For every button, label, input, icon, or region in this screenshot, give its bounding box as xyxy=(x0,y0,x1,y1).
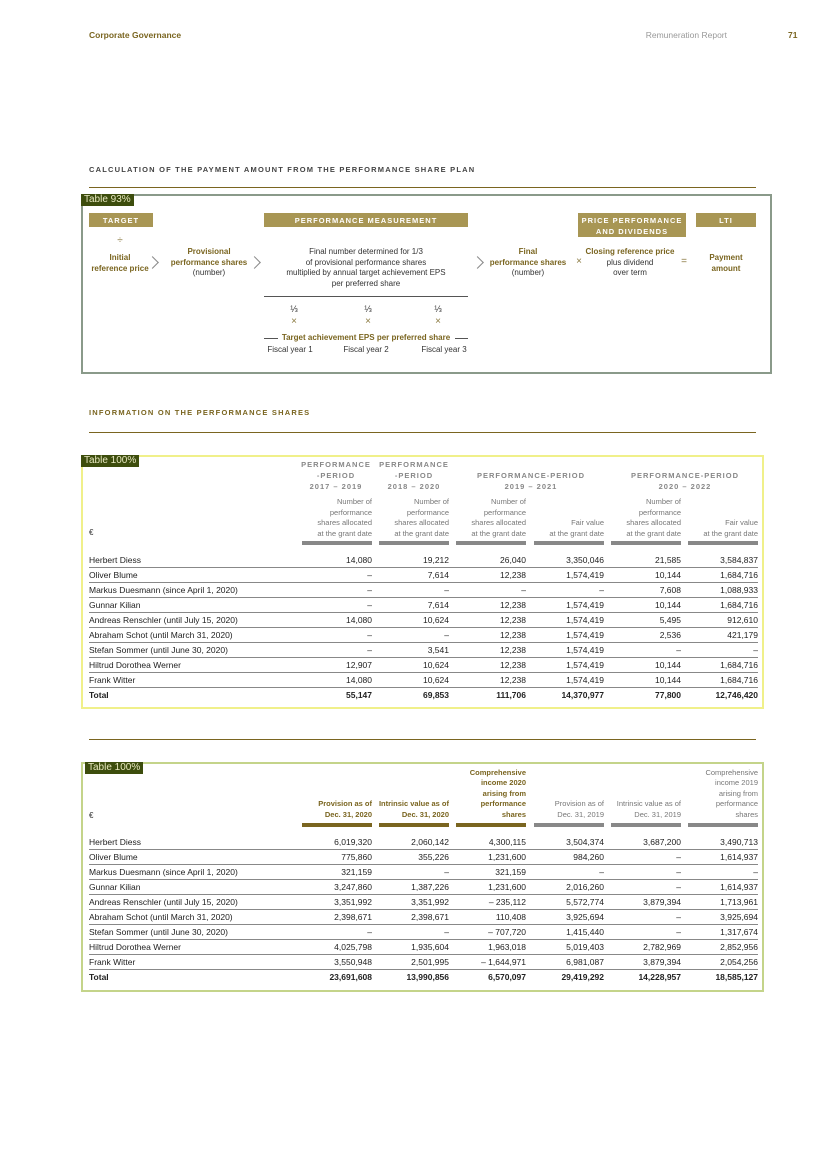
final-det-line3: multiplied by annual target achievement EPS xyxy=(286,268,446,277)
group-2019-2021 xyxy=(466,470,596,492)
table-cell: – xyxy=(444,630,449,640)
column-header-bar xyxy=(456,541,526,545)
column-header-line: shares allocated xyxy=(317,518,372,527)
row-name: Markus Duesmann (since April 1, 2020) xyxy=(89,867,238,877)
initial-reference-price xyxy=(85,253,155,274)
table1-tag: Table 100% xyxy=(81,455,139,467)
column-header-line: Number of xyxy=(645,497,681,506)
table-cell: 77,800 xyxy=(655,690,681,700)
column-header xyxy=(452,768,526,821)
currency-label: € xyxy=(89,528,94,537)
table-cell: 984,260 xyxy=(573,852,604,862)
table-cell: 1,684,716 xyxy=(720,600,758,610)
table-cell: 1,574,419 xyxy=(566,630,604,640)
times-symbol: × xyxy=(365,316,371,327)
table-cell: 3,925,694 xyxy=(566,912,604,922)
table-cell: – xyxy=(676,852,681,862)
row-name: Abraham Schot (until March 31, 2020) xyxy=(89,912,233,922)
currency-label: € xyxy=(89,811,94,820)
table-cell: – 1,644,971 xyxy=(481,957,526,967)
table-cell: 3,247,860 xyxy=(334,882,372,892)
row-name: Gunnar Kilian xyxy=(89,600,141,610)
table-cell: 321,159 xyxy=(495,867,526,877)
table-cell: 1,614,937 xyxy=(720,882,758,892)
column-header-line: arising from xyxy=(718,788,758,798)
initial-line1: Initial xyxy=(109,253,131,262)
provisional-line3: (number) xyxy=(192,268,226,277)
column-header xyxy=(607,497,681,539)
table-cell: 3,350,046 xyxy=(566,555,604,565)
table-cell: 1,935,604 xyxy=(411,942,449,952)
column-header-bar xyxy=(534,823,604,827)
diagram-title: CALCULATION OF THE PAYMENT AMOUNT FROM THE PERFORMANCE SHARE PLAN xyxy=(89,165,476,174)
table-row xyxy=(89,865,758,880)
group-line2: 2019 – 2021 xyxy=(504,482,558,491)
table-cell: 1,574,419 xyxy=(566,645,604,655)
column-header xyxy=(375,799,449,820)
table-cell: 1,231,600 xyxy=(488,852,526,862)
label-price-line1: PRICE PERFORMANCE xyxy=(581,216,683,225)
table-cell: 111,706 xyxy=(496,690,526,700)
table-row xyxy=(89,850,758,865)
table-cell: 1,088,933 xyxy=(720,585,758,595)
group-line3: 2018 – 2020 xyxy=(387,482,441,491)
row-name: Oliver Blume xyxy=(89,570,138,580)
table-total-row xyxy=(89,688,758,703)
column-header-bar xyxy=(379,541,449,545)
column-header-line: Intrinsic value as of xyxy=(616,799,681,808)
label-performance-measurement: PERFORMANCE MEASUREMENT xyxy=(264,213,468,227)
column-header-line: Provision as of xyxy=(554,799,604,808)
column-header-line: arising from xyxy=(482,788,526,798)
table-cell: 1,415,440 xyxy=(566,927,604,937)
third-1: ⅓ xyxy=(290,304,298,314)
table1-title: INFORMATION ON THE PERFORMANCE SHARES xyxy=(89,408,311,417)
table2-tag: Table 100% xyxy=(85,762,143,774)
payment-amount xyxy=(696,253,756,274)
table-cell: 1,684,716 xyxy=(720,570,758,580)
column-header-bar xyxy=(611,823,681,827)
column-header-line: Number of xyxy=(336,497,372,506)
table-cell: 14,080 xyxy=(346,675,372,685)
table-cell: 2,782,969 xyxy=(643,942,681,952)
table-cell: – 235,112 xyxy=(488,897,526,907)
table-cell: – xyxy=(367,927,372,937)
column-header-bar xyxy=(379,823,449,827)
label-price-performance xyxy=(578,213,686,237)
table-cell: – xyxy=(676,927,681,937)
table-cell: 4,025,798 xyxy=(334,942,372,952)
group-line1: PERFORMANCE-PERIOD xyxy=(630,471,739,480)
table-row xyxy=(89,673,758,688)
table-cell: 1,684,716 xyxy=(720,660,758,670)
column-header-bar xyxy=(456,823,526,827)
table-cell: 1,574,419 xyxy=(566,600,604,610)
group-line3: 2017 – 2019 xyxy=(309,482,363,491)
column-header-line: Intrinsic value as of xyxy=(378,799,449,808)
table-row xyxy=(89,628,758,643)
column-header-line: performance xyxy=(715,799,758,808)
final-shares xyxy=(488,247,568,279)
column-header-line: Number of xyxy=(490,497,526,506)
table-cell: 13,990,856 xyxy=(406,972,449,982)
column-header-line: Dec. 31, 2020 xyxy=(324,809,372,819)
table-cell: 775,860 xyxy=(341,852,372,862)
table-cell: – xyxy=(444,867,449,877)
table-cell: 1,231,600 xyxy=(488,882,526,892)
table-row xyxy=(89,613,758,628)
table-cell: – 707,720 xyxy=(488,927,526,937)
row-name: Total xyxy=(89,690,109,700)
table-cell: – xyxy=(753,867,758,877)
table-cell: – xyxy=(367,585,372,595)
table-row xyxy=(89,553,758,568)
group-line1: PERFORMANCE xyxy=(379,460,449,469)
column-header-line: at the grant date xyxy=(703,528,758,538)
column-header-line: performance xyxy=(329,507,372,517)
group-line2: -PERIOD xyxy=(316,471,356,480)
group-line1: PERFORMANCE-PERIOD xyxy=(476,471,585,480)
table-cell: 2,060,142 xyxy=(411,837,449,847)
column-header-line: shares allocated xyxy=(626,518,681,527)
row-name: Andreas Renschler (until July 15, 2020) xyxy=(89,615,238,625)
column-header-line: shares xyxy=(735,809,758,819)
label-target: TARGET xyxy=(89,213,153,227)
table-cell: 7,614 xyxy=(427,600,449,610)
table-row xyxy=(89,910,758,925)
column-header xyxy=(607,799,681,820)
column-header xyxy=(530,799,604,820)
column-header xyxy=(684,768,758,821)
closing-reference-price xyxy=(582,247,678,279)
table-cell: 12,238 xyxy=(500,600,526,610)
table-cell: 19,212 xyxy=(423,555,449,565)
table-cell: 3,584,837 xyxy=(720,555,758,565)
closing-line3: over term xyxy=(613,268,647,277)
column-header-line: at the grant date xyxy=(394,528,449,538)
table-cell: 2,536 xyxy=(659,630,681,640)
table-cell: – xyxy=(367,630,372,640)
divide-symbol: ÷ xyxy=(117,235,123,246)
table-cell: 14,228,957 xyxy=(638,972,681,982)
table-cell: 12,907 xyxy=(346,660,372,670)
table-row xyxy=(89,643,758,658)
column-header-line: shares xyxy=(501,809,526,819)
target-eps-label: Target achievement EPS per preferred share xyxy=(281,333,451,342)
table-cell: 21,585 xyxy=(655,555,681,565)
divider xyxy=(455,338,468,339)
column-header-line: performance xyxy=(483,507,526,517)
table-cell: 6,019,320 xyxy=(334,837,372,847)
table-cell: 12,238 xyxy=(500,675,526,685)
column-header-bar xyxy=(688,541,758,545)
label-lti: LTI xyxy=(696,213,756,227)
provisional-shares xyxy=(165,247,253,279)
table-cell: 1,614,937 xyxy=(720,852,758,862)
table-cell: 55,147 xyxy=(346,690,372,700)
table-cell: 12,238 xyxy=(500,645,526,655)
final-line1: Final xyxy=(518,247,538,256)
divider xyxy=(264,338,278,339)
times-symbol: × xyxy=(435,316,441,327)
table-row xyxy=(89,895,758,910)
equals-symbol: = xyxy=(681,256,687,267)
table-cell: 1,574,419 xyxy=(566,660,604,670)
table-cell: 14,080 xyxy=(346,555,372,565)
table-cell: – xyxy=(676,882,681,892)
table-row xyxy=(89,658,758,673)
third-3: ⅓ xyxy=(434,304,442,314)
column-header-bar xyxy=(534,541,604,545)
table-cell: 3,687,200 xyxy=(643,837,681,847)
table-cell: 2,398,671 xyxy=(411,912,449,922)
row-name: Gunnar Kilian xyxy=(89,882,141,892)
table-cell: 10,144 xyxy=(655,570,681,580)
table-cell: 12,238 xyxy=(500,615,526,625)
column-header-line: income 2020 xyxy=(480,778,526,787)
column-header-line: Comprehensive xyxy=(469,767,526,777)
initial-line2: reference price xyxy=(91,263,149,273)
table-cell: 26,040 xyxy=(500,555,526,565)
table-cell: – xyxy=(599,867,604,877)
column-header xyxy=(452,497,526,539)
final-det-line4: per preferred share xyxy=(331,278,401,288)
table-cell: 14,370,977 xyxy=(561,690,604,700)
group-2018-2020 xyxy=(376,459,452,492)
table-cell: 1,387,226 xyxy=(411,882,449,892)
table-cell: – xyxy=(676,867,681,877)
table-cell: 3,351,992 xyxy=(411,897,449,907)
column-header-line: at the grant date xyxy=(549,528,604,538)
row-name: Frank Witter xyxy=(89,675,136,685)
row-name: Total xyxy=(89,972,109,982)
closing-line1: Closing reference price xyxy=(585,247,675,256)
table-cell: 1,713,961 xyxy=(720,897,758,907)
table-cell: 2,501,995 xyxy=(411,957,449,967)
column-header-line: shares allocated xyxy=(394,518,449,527)
column-header-line: performance xyxy=(638,507,681,517)
table-cell: – xyxy=(367,570,372,580)
table-cell: 69,853 xyxy=(423,690,449,700)
table-cell: 29,419,292 xyxy=(561,972,604,982)
column-header xyxy=(298,799,372,820)
fiscal-year-1: Fiscal year 1 xyxy=(267,345,313,354)
table-cell: – xyxy=(367,645,372,655)
header-section: Corporate Governance xyxy=(89,30,182,40)
table-cell: 2,016,260 xyxy=(566,882,604,892)
table-cell: 421,179 xyxy=(727,630,758,640)
row-name: Markus Duesmann (since April 1, 2020) xyxy=(89,585,238,595)
table-cell: – xyxy=(676,645,681,655)
table-cell: 10,624 xyxy=(423,615,449,625)
column-header xyxy=(684,518,758,539)
column-header xyxy=(530,518,604,539)
table-total-row xyxy=(89,970,758,985)
divider xyxy=(264,296,468,297)
row-name: Stefan Sommer (until June 30, 2020) xyxy=(89,645,228,655)
final-det-line1: Final number determined for 1/3 xyxy=(309,247,423,256)
column-header-bar xyxy=(688,823,758,827)
table-cell: 355,226 xyxy=(418,852,449,862)
table-cell: 7,608 xyxy=(659,585,681,595)
page-number: 71 xyxy=(788,30,798,40)
table-row xyxy=(89,880,758,895)
table-cell: 3,925,694 xyxy=(720,912,758,922)
times-symbol: × xyxy=(291,316,297,327)
table-cell: 14,080 xyxy=(346,615,372,625)
payment-line1: Payment xyxy=(709,253,743,262)
table-cell: 2,398,671 xyxy=(334,912,372,922)
table-cell: 2,852,956 xyxy=(720,942,758,952)
row-name: Herbert Diess xyxy=(89,837,141,847)
header-report: Remuneration Report xyxy=(645,30,727,40)
column-header-bar xyxy=(611,541,681,545)
table-cell: 3,550,948 xyxy=(334,957,372,967)
table-row xyxy=(89,940,758,955)
table-cell: 10,624 xyxy=(423,660,449,670)
table-cell: 2,054,256 xyxy=(720,957,758,967)
table-cell: 12,238 xyxy=(500,570,526,580)
table-cell: 1,574,419 xyxy=(566,675,604,685)
table-row xyxy=(89,835,758,850)
row-name: Herbert Diess xyxy=(89,555,141,565)
divider xyxy=(89,432,756,433)
table-cell: 7,614 xyxy=(427,570,449,580)
table-cell: 6,570,097 xyxy=(488,972,526,982)
row-name: Abraham Schot (until March 31, 2020) xyxy=(89,630,233,640)
table-cell: 10,624 xyxy=(423,675,449,685)
column-header-line: income 2019 xyxy=(715,778,758,787)
row-name: Hiltrud Dorothea Werner xyxy=(89,660,181,670)
table-cell: – xyxy=(444,585,449,595)
fiscal-year-2: Fiscal year 2 xyxy=(343,345,389,354)
row-name: Frank Witter xyxy=(89,957,136,967)
table-row xyxy=(89,925,758,940)
table-cell: 3,879,394 xyxy=(643,897,681,907)
table-cell: 3,879,394 xyxy=(643,957,681,967)
divider xyxy=(89,739,756,740)
column-header-line: shares allocated xyxy=(471,518,526,527)
column-header-line: Dec. 31, 2019 xyxy=(634,809,681,819)
table-row xyxy=(89,568,758,583)
column-header-bar xyxy=(302,823,372,827)
divider xyxy=(89,187,756,188)
diagram-tag: Table 93% xyxy=(81,194,134,206)
column-header-line: performance xyxy=(406,507,449,517)
column-header-line: at the grant date xyxy=(626,528,681,538)
table-cell: 6,981,087 xyxy=(566,957,604,967)
final-line2: performance shares xyxy=(489,257,567,267)
final-determination xyxy=(264,247,468,289)
column-header-line: Comprehensive xyxy=(705,767,758,777)
table-cell: 4,300,115 xyxy=(488,837,526,847)
group-line2: 2020 – 2022 xyxy=(658,482,712,491)
column-header-bar xyxy=(302,541,372,545)
table-cell: 1,574,419 xyxy=(566,570,604,580)
table-cell: 12,238 xyxy=(500,630,526,640)
row-name: Oliver Blume xyxy=(89,852,138,862)
table-cell: 321,159 xyxy=(341,867,372,877)
provisional-line2: performance shares xyxy=(170,257,248,267)
table-cell: 5,019,403 xyxy=(566,942,604,952)
table-cell: 5,495 xyxy=(659,615,681,625)
table-cell: 912,610 xyxy=(727,615,758,625)
group-line1: PERFORMANCE xyxy=(301,460,371,469)
table-cell: 3,504,374 xyxy=(566,837,604,847)
table-cell: 10,144 xyxy=(655,675,681,685)
closing-line2: plus dividend xyxy=(606,257,654,267)
row-name: Hiltrud Dorothea Werner xyxy=(89,942,181,952)
table-row xyxy=(89,598,758,613)
label-price-line2: AND DIVIDENDS xyxy=(595,227,669,236)
table-cell: 3,541 xyxy=(427,645,449,655)
table-cell: 110,408 xyxy=(495,912,526,922)
table-cell: 12,746,420 xyxy=(715,690,758,700)
row-name: Andreas Renschler (until July 15, 2020) xyxy=(89,897,238,907)
times-symbol: × xyxy=(576,256,582,267)
column-header-line: at the grant date xyxy=(317,528,372,538)
table-cell: – xyxy=(599,585,604,595)
table-cell: 23,691,608 xyxy=(329,972,372,982)
column-header-line: Fair value xyxy=(725,518,758,527)
table-cell: 12,238 xyxy=(500,660,526,670)
table-cell: 1,317,674 xyxy=(720,927,758,937)
table-cell: 1,963,018 xyxy=(488,942,526,952)
table-cell: 3,490,713 xyxy=(720,837,758,847)
table-cell: 1,684,716 xyxy=(720,675,758,685)
group-2020-2022 xyxy=(620,470,750,492)
column-header-line: at the grant date xyxy=(471,528,526,538)
final-line3: (number) xyxy=(511,268,545,277)
table-cell: – xyxy=(367,600,372,610)
table-cell: – xyxy=(444,927,449,937)
column-header-line: performance xyxy=(480,799,526,808)
table-row xyxy=(89,583,758,598)
column-header xyxy=(375,497,449,539)
table-cell: 10,144 xyxy=(655,660,681,670)
final-det-line2: of provisional performance shares xyxy=(305,257,427,267)
table-cell: 5,572,774 xyxy=(566,897,604,907)
table-row xyxy=(89,955,758,970)
column-header-line: Fair value xyxy=(571,518,604,527)
provisional-line1: Provisional xyxy=(187,247,231,256)
row-name: Stefan Sommer (until June 30, 2020) xyxy=(89,927,228,937)
group-2017-2019 xyxy=(300,459,372,492)
fiscal-year-3: Fiscal year 3 xyxy=(421,345,467,354)
payment-line2: amount xyxy=(711,263,741,273)
third-2: ⅓ xyxy=(364,304,372,314)
table-cell: 10,144 xyxy=(655,600,681,610)
column-header-line: Dec. 31, 2019 xyxy=(557,809,604,819)
table-cell: 18,585,127 xyxy=(715,972,758,982)
table-cell: 1,574,419 xyxy=(566,615,604,625)
table-cell: – xyxy=(676,912,681,922)
table-cell: – xyxy=(521,585,526,595)
column-header-line: Dec. 31, 2020 xyxy=(401,809,449,819)
column-header xyxy=(298,497,372,539)
column-header-line: Provision as of xyxy=(318,799,372,808)
group-line2: -PERIOD xyxy=(394,471,434,480)
table-cell: – xyxy=(753,645,758,655)
table-cell: 3,351,992 xyxy=(334,897,372,907)
column-header-line: Number of xyxy=(413,497,449,506)
